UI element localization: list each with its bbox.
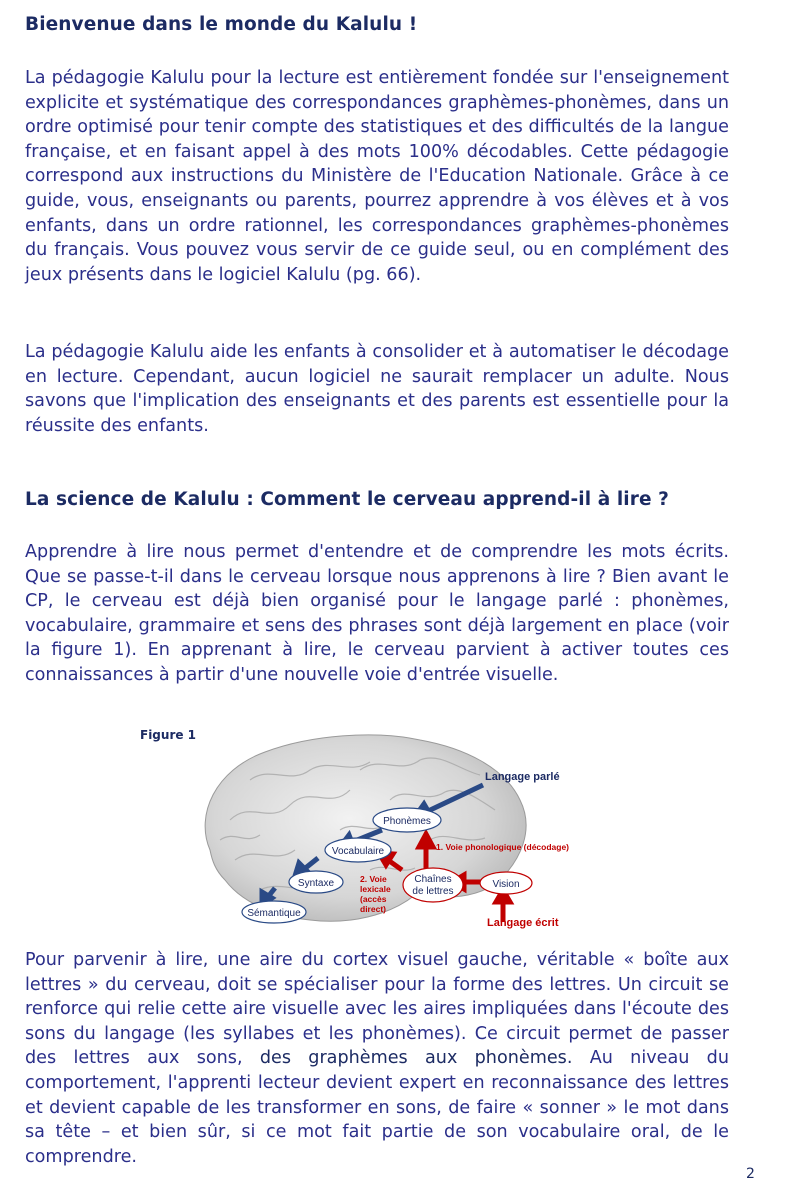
label-langage-parle: Langage parlé <box>485 771 560 783</box>
node-chaines-de-lettres <box>403 868 463 902</box>
svg-text:de lettres: de lettres <box>412 886 454 897</box>
label-langage-ecrit: Langage écrit <box>487 917 559 929</box>
paragraph-visual-cortex-start: Pour parvenir à lire, une aire du cortex visuel gauche, véritable « boîte aux lettres » du cerveau, doit se spécialiser pour la forme des lettres. Un circuit se renforce qui relie cette aire visuelle avec les aires impliquées dans l'écoute des sons du langage (les syllabes et les phonèmes). Ce circuit permet de passer des lettres aux sons, <box>25 950 729 1069</box>
paragraph-visual-cortex <box>25 948 729 1169</box>
label-voie-phonologique: 1. Voie phonologique (décodage) <box>436 842 570 852</box>
paragraph-learning: Apprendre à lire nous permet d'entendre et de comprendre les mots écrits. Que se passe-t-il dans le cerveau lorsque nous apprenons à lire ? Bien avant le CP, le cerveau est déjà bien organisé pour le langage parlé : phonèmes, vocabulaire, grammaire et sens des phrases sont déjà largement en place (voir la figure 1). En apprenant à lire, le cerveau parvient à activer toutes ces connaissances à partir d'une nouvelle voie d'entrée visuelle. <box>25 542 729 685</box>
section-title-welcome: Bienvenue dans le monde du Kalulu ! <box>25 14 418 35</box>
figure-label: Figure 1 <box>140 728 197 742</box>
paragraph-visual-cortex-end: Au niveau du comportement, l'apprenti lecteur devient expert en reconnaissance des lettres et devient capable de les transformer en sons, de faire « sonner » le mot dans sa tête – et bien sûr, si ce mot fait partie de son vocabulaire oral, de le comprendre. <box>25 1048 729 1167</box>
node-semantique <box>242 901 306 923</box>
emphasis-graphemes-phonemes: des graphèmes aux phonèmes. <box>259 1048 573 1069</box>
node-vocabulaire <box>325 838 391 862</box>
paragraph-pedagogy: La pédagogie Kalulu aide les enfants à consolider et à automatiser le décodage en lecture. Cependant, aucun logiciel ne saurait remplacer un adulte. Nous savons que l'implication des enseignants et des parents est essentielle pour la réussite des enfants. <box>25 342 729 436</box>
svg-text:Syntaxe: Syntaxe <box>297 878 335 889</box>
svg-text:Vocabulaire: Vocabulaire <box>331 846 385 857</box>
brain-figure <box>190 730 590 935</box>
svg-text:Phonèmes: Phonèmes <box>383 816 431 827</box>
svg-text:Vision: Vision <box>492 879 520 890</box>
node-vision <box>480 872 532 894</box>
svg-text:Sémantique: Sémantique <box>247 908 301 919</box>
section-title-science: La science de Kalulu : Comment le cerveau apprend-il à lire ? <box>25 489 669 510</box>
node-syntaxe <box>289 871 343 893</box>
svg-text:(accès: (accès <box>360 894 387 904</box>
svg-text:Chaînes: Chaînes <box>414 874 452 885</box>
page-number: 2 <box>746 1166 755 1182</box>
node-phonemes <box>373 808 441 832</box>
svg-text:2. Voie: 2. Voie <box>360 874 387 884</box>
svg-text:lexicale: lexicale <box>360 884 391 894</box>
svg-text:direct): direct) <box>360 904 386 914</box>
paragraph-intro: La pédagogie Kalulu pour la lecture est entièrement fondée sur l'enseignement explicite et systématique des correspondances graphèmes-phonèmes, dans un ordre optimisé pour tenir compte des statistiques et des difficultés de la langue française, et en faisant appel à des mots 100% décodables. Cette pédagogie correspond aux instructions du Ministère de l'Education Nationale. Grâce à ce guide, vous, enseignants ou parents, pourrez apprendre à vos élèves et à vos enfants, dans un ordre rationnel, les correspondances graphèmes-phonèmes du français. Vous pouvez vous servir de ce guide seul, ou en complément des jeux présents dans le logiciel Kalulu (pg. 66). <box>25 68 729 285</box>
